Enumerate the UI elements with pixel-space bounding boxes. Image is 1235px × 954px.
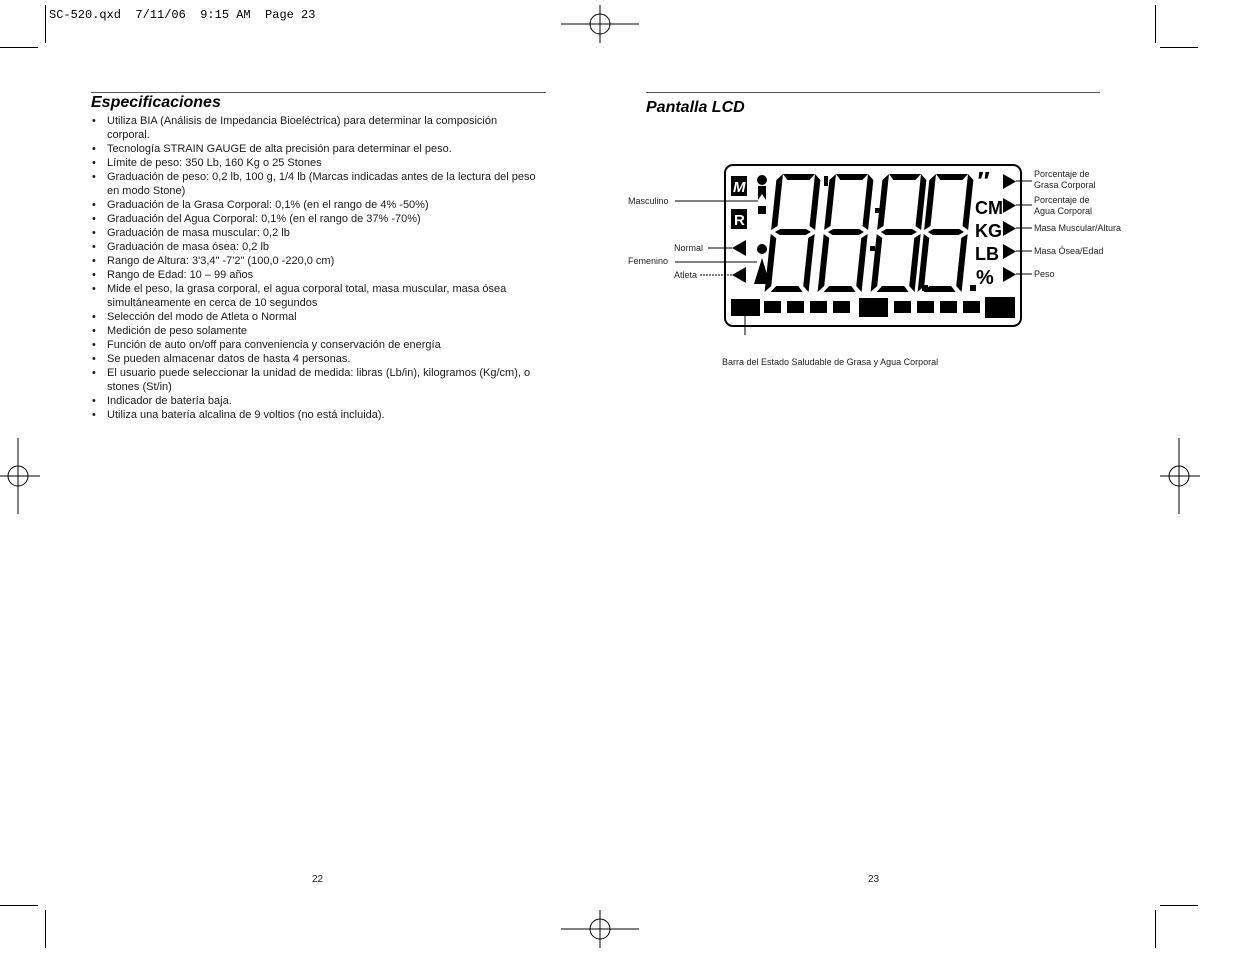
digit-1: [765, 174, 821, 292]
water-arrow-icon: [1003, 198, 1016, 213]
digit-apostrophe: [824, 176, 828, 186]
registration-mark-left: [0, 438, 40, 514]
label-normal: Normal: [674, 243, 704, 253]
list-item: • Indicador de batería baja.: [91, 394, 541, 408]
list-item: • Tecnología STRAIN GAUGE de alta precisión para determinar el peso.: [91, 142, 541, 156]
digit-2: [818, 174, 874, 292]
fat-arrow-icon: [1003, 174, 1016, 189]
label-grasa: [1034, 169, 1096, 191]
list-item: • El usuario puede seleccionar la unidad de medida: libras (Lb/in), kilogramos (Kg/cm), o stones (St/in): [91, 366, 541, 394]
list-item: • Selección del modo de Atleta o Normal: [91, 310, 541, 324]
unit-lb: LB: [975, 244, 999, 264]
weight-arrow-icon: [1003, 267, 1016, 282]
unit-cm: CM: [975, 198, 1003, 218]
right-top-rule: [646, 92, 1100, 93]
page-number-right: 23: [868, 874, 880, 885]
label-femenino: Femenino: [628, 256, 669, 266]
list-item: • Medición de peso solamente: [91, 324, 541, 338]
colon-dot-upper: [875, 208, 880, 213]
label-masculino: Masculino: [628, 196, 669, 206]
decimal-point-1: [922, 285, 928, 291]
status-bar: [731, 297, 1015, 318]
list-item: • Límite de peso: 350 Lb, 160 Kg o 25 Stones: [91, 156, 541, 170]
label-muscular: Masa Muscular/Altura: [1034, 223, 1122, 233]
list-item: • Graduación de peso: 0,2 lb, 100 g, 1/4 lb (Marcas indicadas antes de la lectura del peso en modo Stone): [91, 170, 541, 198]
athlete-arrow-icon: [732, 267, 746, 283]
label-agua-line-2: Agua Corporal: [1034, 206, 1093, 216]
lcd-title: Pantalla LCD: [646, 99, 745, 116]
unit-percent: %: [976, 267, 994, 289]
registration-mark-bottom: [561, 910, 639, 948]
list-item: • Graduación de masa muscular: 0,2 lb: [91, 226, 541, 240]
list-item: • Rango de Edad: 10 – 99 años: [91, 268, 541, 282]
label-grasa-line-2: Grasa Corporal: [1034, 180, 1096, 190]
label-agua-line-1: Porcentaje de: [1034, 195, 1090, 205]
list-item: • Rango de Altura: 3'3,4" -7'2" (100,0 -220,0 cm): [91, 254, 541, 268]
memory-mode-letter: R: [734, 212, 745, 229]
digit-4: [918, 174, 974, 292]
muscle-arrow-icon: [1003, 221, 1016, 236]
colon-dot-lower: [870, 246, 875, 251]
label-agua: [1034, 195, 1092, 217]
list-item: • Utiliza una batería alcalina de 9 voltios (no está incluida).: [91, 408, 541, 422]
list-item: • Graduación de la Grasa Corporal: 0,1% (en el rango de 4% -50%): [91, 198, 541, 212]
left-top-rule: [91, 92, 546, 93]
list-item: • Se pueden almacenar datos de hasta 4 personas.: [91, 352, 541, 366]
label-osea: Masa Ósea/Edad: [1034, 246, 1104, 256]
male-figure-icon: [754, 175, 770, 214]
digit-3: [871, 174, 927, 292]
label-atleta: Atleta: [674, 270, 698, 280]
list-item: • Utiliza BIA (Análisis de Impedancia Bioeléctrica) para determinar la composición corporal.: [91, 114, 541, 142]
unit-inch: ″: [976, 166, 989, 196]
list-item: • Graduación de masa ósea: 0,2 lb: [91, 240, 541, 254]
list-item: • Mide el peso, la grasa corporal, el agua corporal total, masa muscular, masa ósea simultáneamente en cerca de 10 segundos: [91, 282, 541, 310]
specs-list: [91, 114, 541, 422]
normal-arrow-icon: [732, 240, 746, 256]
lcd-digits: [765, 174, 976, 292]
label-status-bar: Barra del Estado Saludable de Grasa y Agua Corporal: [722, 357, 939, 367]
registration-mark-right: [1160, 438, 1200, 514]
label-grasa-line-1: Porcentaje de: [1034, 169, 1090, 179]
male-mode-letter: M: [733, 179, 746, 196]
file-slug: SC-520.qxd 7/11/06 9:15 AM Page 23: [49, 8, 316, 22]
bone-arrow-icon: [1003, 244, 1016, 259]
label-peso: Peso: [1034, 269, 1055, 279]
specs-title: Especificaciones: [91, 94, 221, 111]
list-item: • Graduación del Agua Corporal: 0,1% (en el rango de 37% -70%): [91, 212, 541, 226]
unit-kg: KG: [975, 221, 1002, 241]
list-item: • Función de auto on/off para conveniencia y conservación de energía: [91, 338, 541, 352]
registration-mark-top: [561, 5, 639, 43]
page-number-left: 22: [312, 874, 324, 885]
